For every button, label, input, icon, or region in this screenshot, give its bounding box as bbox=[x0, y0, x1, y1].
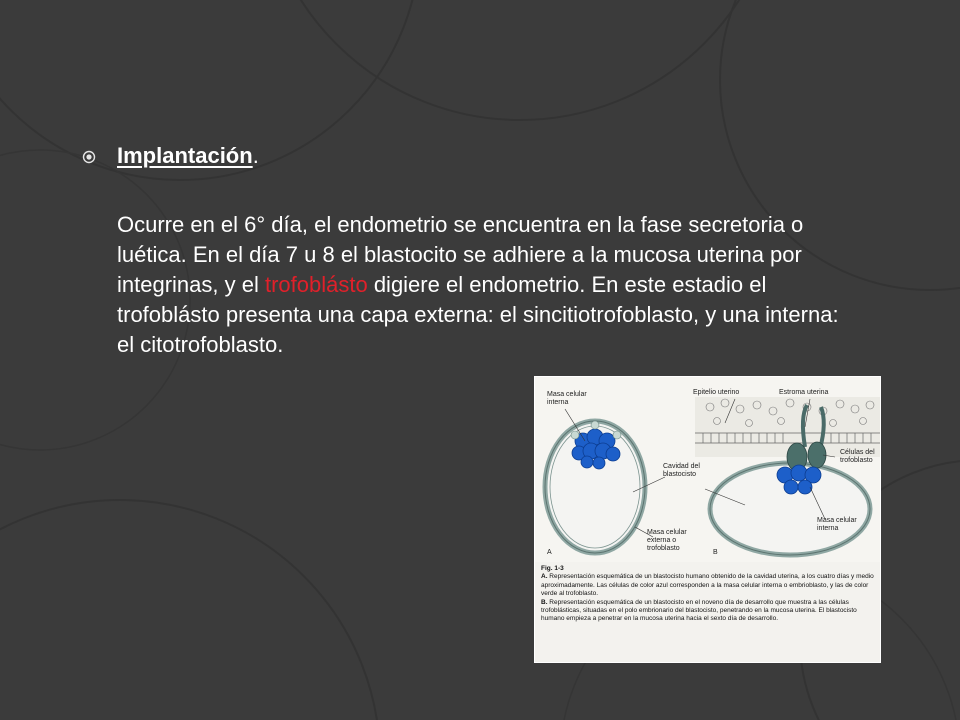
label-epitelio-uterino: Epitelio uterino bbox=[693, 389, 740, 396]
label-cavidad-blastocisto: Cavidad del blastocisto bbox=[663, 463, 700, 478]
caption-fig-number: Fig. 1-3 bbox=[541, 565, 564, 572]
caption-b-text: Representación esquemática de un blastocisto en el noveno día de desarrollo que muestra a las células trofoblásticas, situadas en el polo embrionario del blastocisto, penetrando en la mucosa uterina. El blastocisto humano empieza a penetrar en la mucosa uterina hacia el sexto día de desarrollo. bbox=[541, 598, 857, 623]
caption-a-text: Representación esquemática de un blastocisto humano obtenido de la cavidad uterina, a los cuatro días y medio aproximadamente. Las células de color azul corresponden a la masa celular interna o embrioblasto, y las de color verde al trofoblasto. bbox=[541, 573, 874, 598]
label-masa-celular-externa: Masa celular externa o trofoblasto bbox=[647, 529, 687, 552]
heading-text: Implantación bbox=[117, 143, 253, 168]
heading-suffix: . bbox=[252, 143, 259, 168]
slide-heading bbox=[117, 140, 259, 172]
caption-b bbox=[541, 599, 877, 624]
label-masa-celular-interna-b: Masa celular interna bbox=[817, 517, 857, 532]
label-masa-celular-interna: Masa celular interna bbox=[547, 391, 587, 406]
circle-bullet-icon bbox=[82, 150, 96, 164]
paragraph-highlight: trofoblásto bbox=[264, 272, 368, 297]
label-panel-a: A bbox=[547, 549, 552, 556]
blastocyst-figure bbox=[534, 376, 881, 663]
label-estroma-uterina: Estroma uterina bbox=[779, 389, 829, 396]
label-celulas-trofoblasto: Células del trofoblasto bbox=[840, 449, 875, 464]
paragraph-part-1: Ocurre en el 6° día, el endometrio se encuentra en la fase secretoria o luética. En el día 7 u 8 el blastocito se adhiere a la mucosa uterina por integrinas, y el bbox=[117, 212, 804, 297]
caption-b-label: B. bbox=[541, 598, 548, 606]
label-panel-b: B bbox=[713, 549, 718, 556]
figure-caption bbox=[541, 565, 877, 624]
paragraph-part-2: digiere el endometrio. En este estadio el trofoblásto presenta una capa externa: el sincitiotrofoblasto, y una interna: el citotrofoblasto. bbox=[117, 272, 839, 357]
caption-a-label: A. bbox=[541, 573, 548, 581]
caption-a bbox=[541, 573, 877, 598]
slide-paragraph bbox=[117, 210, 857, 360]
